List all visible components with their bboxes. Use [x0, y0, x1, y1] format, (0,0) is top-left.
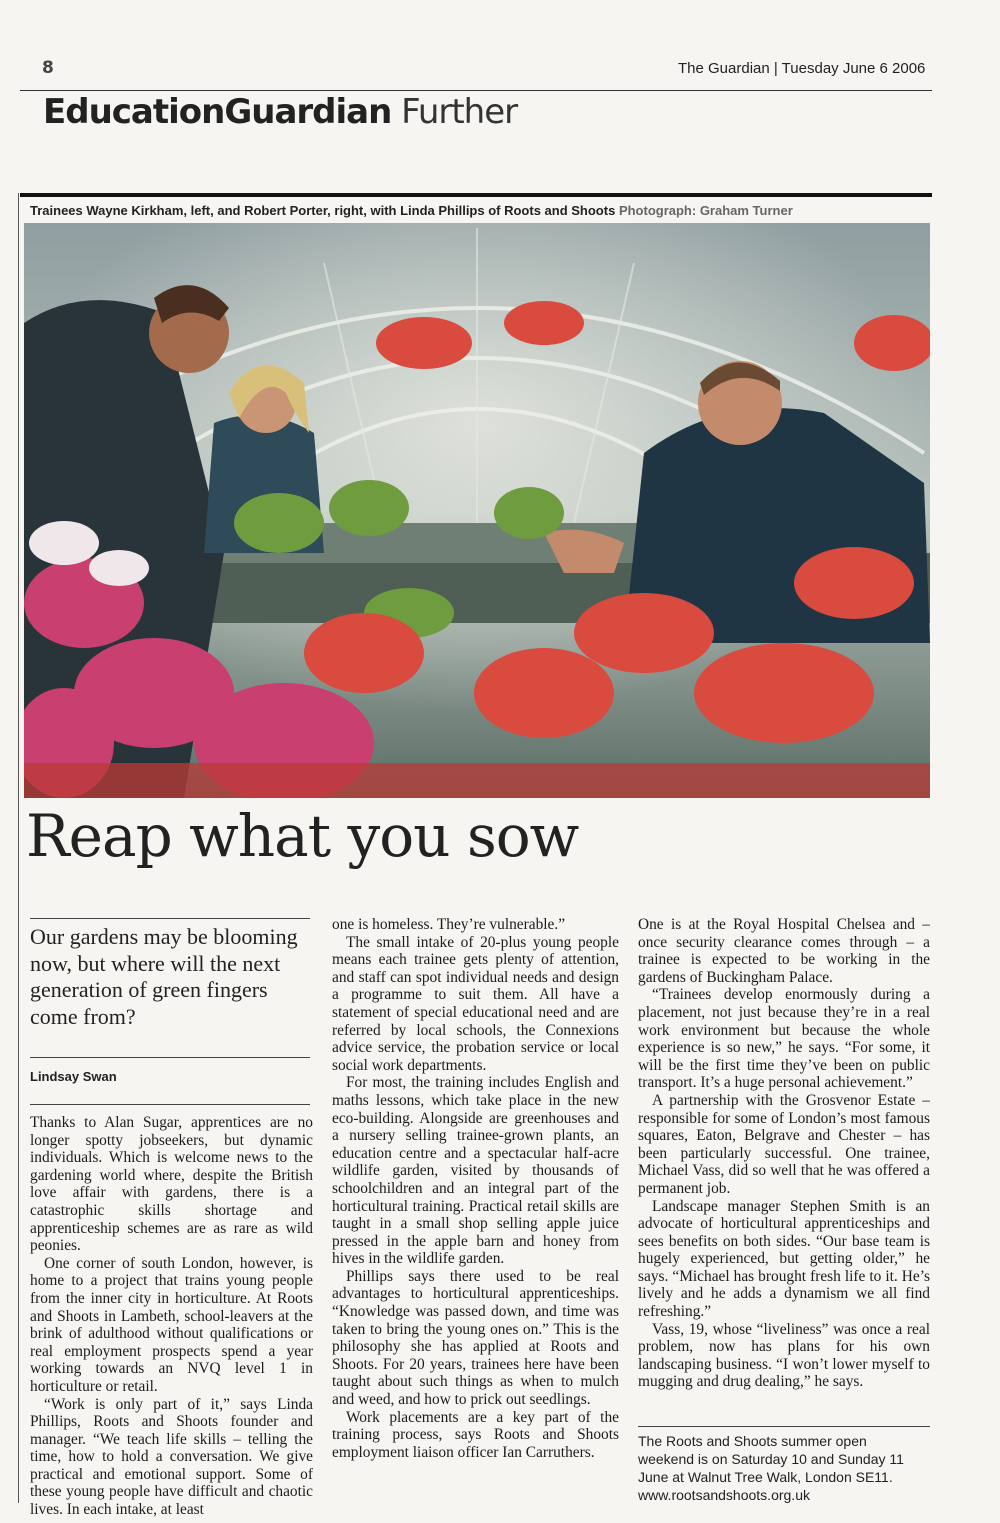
standfirst: Our gardens may be blooming now, but where will the next generation of green fingers come from?	[30, 924, 298, 1029]
standfirst-rule	[30, 918, 310, 919]
paragraph: For most, the training includes English and maths lessons, which take place in the new eco-building. Alongside are greenhouses and a nursery selling trainee-grown plants, an education centre and a spectacular half-acre wildlife garden, visited by thousands of schoolchildren and an integral part of the horticultural training. Practical retail skills are taught in a small shop selling apple juice pressed in the apple barn and honey from hives in the wildlife garden.	[332, 1074, 619, 1268]
section-rule	[20, 193, 932, 197]
greenhouse-photo	[24, 223, 930, 798]
footer-line: weekend is on Saturday 10 and Sunday 11	[638, 1451, 904, 1467]
paragraph: Thanks to Alan Sugar, apprentices are no longer spotty jobseekers, but dynamic individuals. Which is welcome news to the gardening world where, despite the British love affair with gardens, there is a catastrophic skills shortage and apprenticeship schemes are as rare as wild peonies.	[30, 1114, 313, 1255]
paragraph: One is at the Royal Hospital Chelsea and – once security clearance comes through – a trainee is expected to be working in the gardens of Buckingham Palace.	[638, 916, 930, 986]
section-title-light: Further	[401, 92, 518, 132]
footer-line: June at Walnut Tree Walk, London SE11.	[638, 1469, 893, 1485]
caption-text: Trainees Wayne Kirkham, left, and Robert Porter, right, with Linda Phillips of Roots and Shoots	[30, 203, 616, 218]
byline-rule	[30, 1057, 310, 1058]
margin-rule	[18, 193, 19, 1503]
byline: Lindsay Swan	[30, 1069, 117, 1084]
paragraph: One corner of south London, however, is home to a project that trains young people from the inner city in horticulture. At Roots and Shoots in Lambeth, school-leavers at the brink of adulthood without qualifications or real employment prospects spend a year working towards an NVQ level 1 in horticulture or retail.	[30, 1254, 313, 1395]
photo-credit: Photograph: Graham Turner	[618, 203, 793, 218]
headline: Reap what you sow	[26, 802, 579, 870]
section-title	[43, 92, 517, 132]
top-rule	[20, 90, 932, 91]
body-rule	[30, 1104, 310, 1105]
footer-url: www.rootsandshoots.org.uk	[638, 1487, 810, 1503]
article-column-1	[30, 1114, 313, 1519]
article-column-2	[332, 916, 619, 1461]
photo-caption	[30, 203, 793, 218]
footer-line: The Roots and Shoots summer open	[638, 1433, 867, 1449]
event-footer	[638, 1432, 930, 1504]
paragraph: Phillips says there used to be real advantages to horticultural apprenticeships. “Knowledge was passed down, and time was taken to bring the young ones on.” This is the philosophy she has applied at Roots and Shoots. For 20 years, trainees here have been taught about such things as when to mulch and weed, and how to prick out seedlings.	[332, 1267, 619, 1409]
paragraph: one is homeless. They’re vulnerable.”	[332, 916, 566, 933]
greenhouse-photo-illustration	[24, 223, 930, 798]
article-column-3	[638, 916, 930, 1391]
paragraph: “Work is only part of it,” says Linda Phillips, Roots and Shoots founder and manager. “We teach life skills – telling the time, how to hold a conversation. We give practical and emotional support. Some of these young people have difficult and chaotic lives. In each intake, at least	[30, 1395, 313, 1519]
paragraph: Vass, 19, whose “liveliness” was once a real problem, now has plans for his own landscaping business. “I won’t lower myself to mugging and drug dealing,” he says.	[638, 1320, 930, 1391]
page-number: 8	[42, 58, 54, 78]
paragraph: Landscape manager Stephen Smith is an advocate of horticultural apprenticeships and sees benefits on both sides. “Our base team is hugely experienced, but getting older,” he says. “Michael has brought fresh life to it. He’s lively and he adds a dynamism we all find refreshing.”	[638, 1197, 930, 1321]
paragraph: A partnership with the Grosvenor Estate – responsible for some of London’s most famous squares, Eaton, Belgrave and Chester – has been particularly successful. One trainee, Michael Vass, did so well that he was offered a permanent job.	[638, 1091, 930, 1197]
footer-rule	[638, 1426, 930, 1427]
paragraph: “Trainees develop enormously during a placement, not just because they’re in a real work environment but because the whole experience is so new,” he says. “For some, it will be the first time they’ve been on public transport. It’s a huge personal achievement.”	[638, 986, 930, 1092]
paragraph: Work placements are a key part of the training process, says Roots and Shoots employment liaison officer Ian Carruthers.	[332, 1408, 619, 1461]
paragraph: The small intake of 20-plus young people means each trainee gets plenty of attention, and staff can spot individual needs and design a programme to suit them. All have a statement of special educational need and are referred by local schools, the Connexions advice service, the probation service or local social work departments.	[332, 933, 619, 1074]
date-line: The Guardian | Tuesday June 6 2006	[678, 60, 926, 77]
section-title-bold: EducationGuardian	[43, 92, 392, 132]
